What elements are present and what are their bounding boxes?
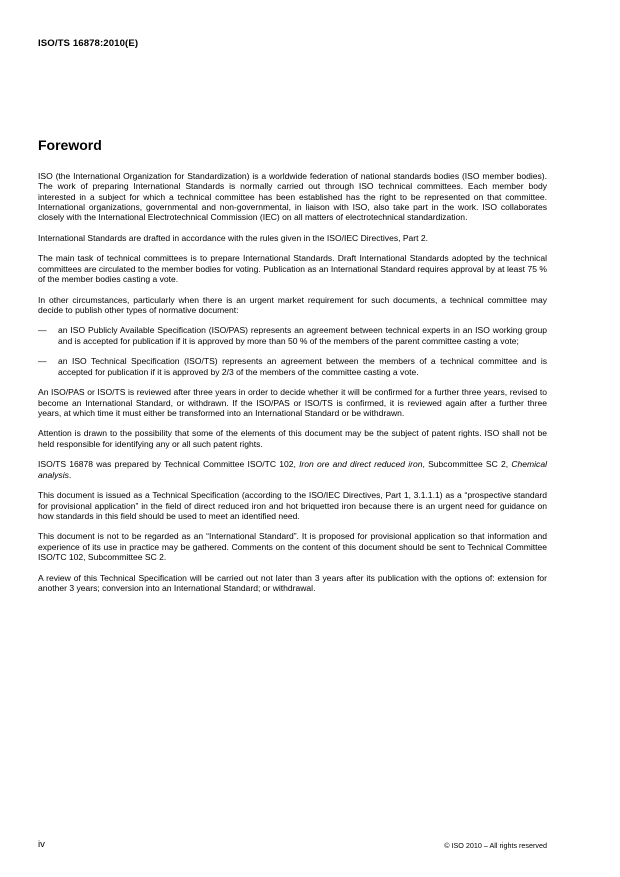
subcommittee-title-italic: Chemical analysis: [38, 459, 547, 480]
paragraph-other-circumstances: In other circumstances, particularly when there is an urgent market requirement for such documents, a technical committee may decide to publish other types of normative document:: [38, 294, 547, 315]
list-item-ts: an ISO Technical Specification (ISO/TS) represents an agreement between the members of a technical committee and is accepted for publication if it is approved by 2/3 of the members of the committee casting a vote.: [58, 356, 547, 377]
paragraph-review-period: A review of this Technical Specification will be carried out not later than 3 years after its publication with the options of: extension for another 3 years; conversion into an International Standard; or withdrawal.: [38, 572, 547, 593]
copyright-notice: © ISO 2010 – All rights reserved: [444, 841, 547, 850]
page-number: iv: [38, 839, 45, 850]
paragraph-patent-rights: Attention is drawn to the possibility that some of the elements of this document may be the subject of patent rights. ISO shall not be held responsible for identifying any or all such patent rights.: [38, 428, 547, 449]
paragraph-iso-federation: ISO (the International Organization for Standardization) is a worldwide federation of national standards bodies (ISO member bodies). The work of preparing International Standards is normally carried out through ISO technical committees. Each member body interested in a subject for which a technical committee has been established has the right to be represented on that committee. International organizations, governmental and non-governmental, in liaison with ISO, also take part in the work. ISO collaborates closely with the International Electrotechnical Commission (IEC) on all matters of electrotechnical standardization.: [38, 171, 547, 223]
prepared-by-text: ISO/TS 16878 was prepared by Technical Committee ISO/TC 102,: [38, 459, 300, 470]
list-item: [38, 356, 547, 377]
paragraph-drafting-rules: International Standards are drafted in accordance with the rules given in the ISO/IEC Directives, Part 2.: [38, 232, 429, 243]
dash-bullet: —: [38, 325, 47, 336]
dash-bullet: —: [38, 356, 47, 367]
paragraph-main-task: The main task of technical committees is to prepare International Standards. Draft International Standards adopted by the technical committees are circulated to the member bodies for voting. Publication as an International Standard requires approval by at least 75 % of the member bodies casting a vote.: [38, 253, 547, 284]
paragraph-prepared-by: [38, 459, 547, 480]
list-item: [38, 325, 547, 346]
period-text: .: [68, 469, 72, 480]
list-item-pas: an ISO Publicly Available Specification (ISO/PAS) represents an agreement between technical experts in an ISO working group and is accepted for publication if it is approved by more than 50 % of the members of the parent committee casting a vote;: [58, 325, 547, 346]
paragraph-review: An ISO/PAS or ISO/TS is reviewed after three years in order to decide whether it will be confirmed for a further three years, revised to become an International Standard, or withdrawn. If the ISO/PAS or ISO/TS is confirmed, it is reviewed again after a further three years, at which time it must either be transformed into an International Standard or be withdrawn.: [38, 387, 547, 418]
paragraph-issued-as-ts: This document is issued as a Technical Specification (according to the ISO/IEC Directives, Part 1, 3.1.1.1) as a “prospective standard for provisional application” in the field of direct reduced iron and hot briquetted iron because there is an urgent need for guidance on how standards in this field should be used to meet an identified need.: [38, 490, 547, 521]
subcommittee-text: , Subcommittee SC 2,: [422, 459, 512, 470]
document-id-header: ISO/TS 16878:2010(E): [38, 38, 139, 49]
paragraph-not-international-standard: This document is not to be regarded as an “International Standard”. It is proposed for provisional application so that information and experience of its use in practice may be gathered. Comments on the content of this document should be sent to Technical Committee ISO/TC 102, Subcommittee SC 2.: [38, 531, 547, 562]
committee-title-italic: Iron ore and direct reduced iron: [299, 459, 423, 470]
page-title: Foreword: [38, 137, 102, 153]
foreword-body: [38, 171, 547, 603]
